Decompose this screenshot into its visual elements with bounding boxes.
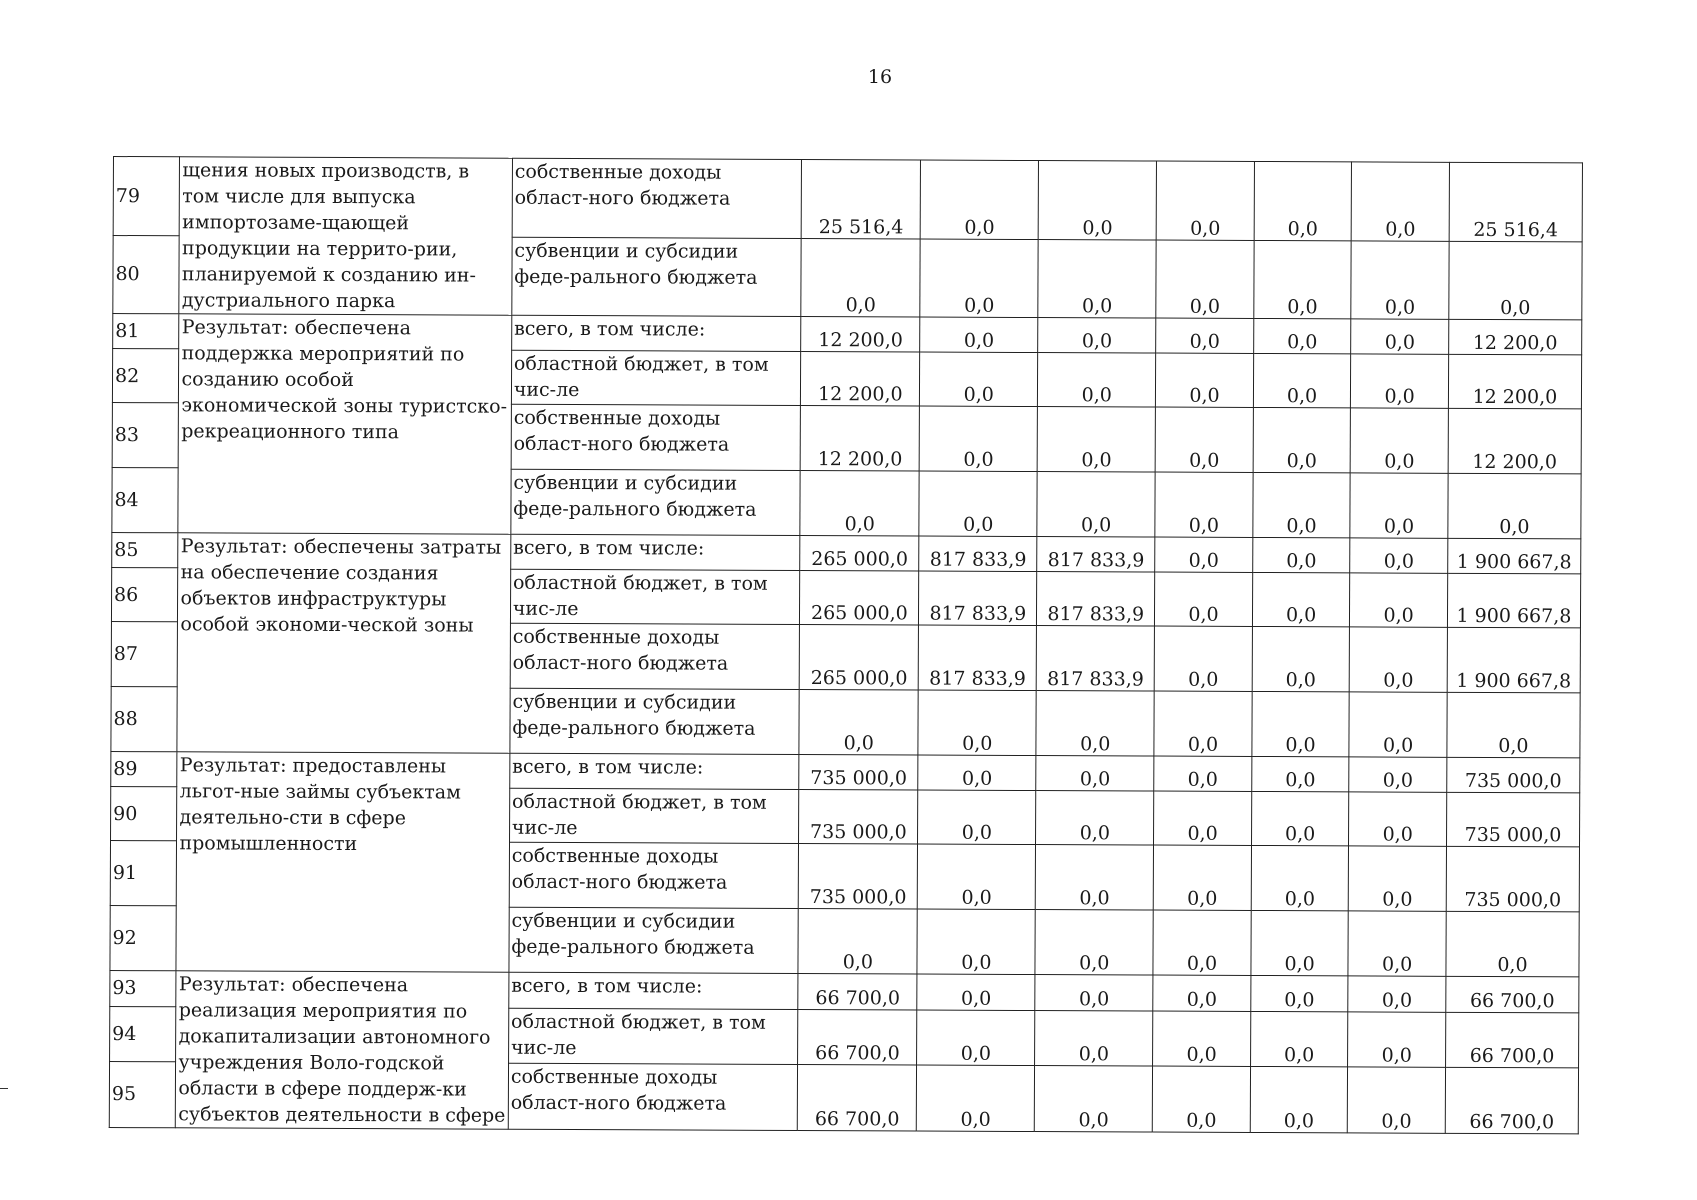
amount-cell: 817 833,9 (919, 536, 1037, 572)
amount-cell: 0,0 (1251, 910, 1349, 975)
amount-cell: 0,0 (1156, 318, 1254, 353)
amount-cell: 12 200,0 (1449, 319, 1582, 355)
row-number: 90 (111, 786, 178, 840)
amount-cell: 1 900 667,8 (1447, 627, 1580, 693)
amount-cell: 0,0 (1036, 791, 1154, 846)
amount-cell: 0,0 (1035, 1065, 1153, 1132)
amount-cell: 0,0 (1035, 910, 1153, 976)
amount-cell: 0,0 (1250, 1066, 1348, 1133)
amount-cell: 0,0 (1348, 1067, 1446, 1134)
row-number: 79 (113, 157, 180, 236)
amount-cell: 265 000,0 (800, 571, 919, 626)
amount-cell: 0,0 (1153, 1011, 1251, 1066)
amount-cell: 0,0 (1351, 408, 1449, 473)
amount-cell: 0,0 (1153, 1066, 1251, 1133)
amount-cell: 0,0 (1252, 691, 1350, 756)
funding-source: областной бюджет, в том чис-ле (510, 569, 800, 624)
amount-cell: 0,0 (1153, 975, 1251, 1011)
amount-cell: 735 000,0 (799, 843, 918, 909)
row-number: 88 (111, 686, 178, 751)
amount-cell: 0,0 (1254, 161, 1352, 240)
funding-source: всего, в том числе: (511, 534, 801, 570)
amount-cell: 735 000,0 (1446, 792, 1579, 847)
result-description: щения новых производств, в том числе для выпуска импортозаме-щающей продукции на террито-рии, планируемой к созданию ин-дустриального парка (179, 157, 512, 315)
row-number: 82 (112, 349, 179, 403)
amount-cell: 0,0 (1036, 756, 1154, 792)
table-row (113, 157, 1582, 242)
amount-cell: 735 000,0 (1447, 757, 1580, 793)
page-number: 16 (867, 66, 893, 88)
amount-cell: 1 900 667,8 (1448, 538, 1581, 574)
amount-cell: 0,0 (1156, 353, 1254, 407)
amount-cell: 0,0 (1155, 537, 1253, 572)
row-number: 93 (110, 970, 177, 1006)
amount-cell: 12 200,0 (801, 352, 920, 407)
amount-cell: 66 700,0 (798, 1064, 917, 1131)
amount-cell: 0,0 (1154, 691, 1252, 756)
row-number: 94 (110, 1006, 177, 1061)
amount-cell: 0,0 (1153, 910, 1251, 975)
amount-cell: 0,0 (1154, 756, 1252, 791)
amount-cell: 0,0 (1352, 162, 1450, 241)
amount-cell: 0,0 (1252, 756, 1350, 791)
row-number: 81 (113, 314, 180, 349)
amount-cell: 0,0 (1155, 407, 1253, 472)
amount-cell: 265 000,0 (800, 625, 919, 691)
funding-source: областной бюджет, в том чис-ле (511, 350, 801, 405)
result-description: Результат: обеспечена реализация мероприятия по докапитализации автономного учреждения Воло-годской области в сфере поддерж-ки субъектов деятельности в сфере (176, 971, 509, 1129)
amount-cell: 0,0 (801, 238, 920, 317)
amount-cell: 25 516,4 (802, 160, 921, 239)
funding-source: всего, в том числе: (512, 315, 802, 351)
amount-cell: 0,0 (1156, 240, 1254, 319)
row-number: 87 (111, 621, 178, 686)
funding-source: собственные доходы област-ного бюджета (509, 842, 799, 908)
row-number: 80 (113, 235, 180, 314)
amount-cell: 0,0 (1155, 572, 1253, 626)
amount-cell: 735 000,0 (799, 755, 918, 791)
amount-cell: 817 833,9 (1037, 572, 1155, 627)
row-number: 91 (110, 840, 177, 905)
amount-cell: 735 000,0 (799, 789, 918, 844)
amount-cell: 1 900 667,8 (1447, 573, 1580, 628)
table-row (110, 970, 1579, 1012)
amount-cell: 0,0 (1038, 239, 1156, 318)
budget-table (109, 156, 1583, 1134)
amount-cell: 0,0 (918, 755, 1036, 791)
amount-cell: 0,0 (920, 352, 1038, 407)
row-number: 83 (112, 402, 179, 467)
amount-cell: 66 700,0 (1445, 1012, 1578, 1068)
amount-cell: 0,0 (1253, 318, 1351, 353)
amount-cell: 0,0 (1156, 161, 1254, 240)
amount-cell: 0,0 (1251, 791, 1349, 845)
amount-cell: 0,0 (1037, 407, 1155, 473)
amount-cell: 0,0 (1038, 353, 1156, 408)
amount-cell: 0,0 (1350, 627, 1448, 692)
amount-cell: 0,0 (1253, 353, 1351, 407)
funding-source: собственные доходы област-ного бюджета (510, 623, 800, 689)
amount-cell: 12 200,0 (1448, 408, 1581, 474)
amount-cell: 0,0 (920, 406, 1038, 472)
amount-cell: 0,0 (1154, 791, 1252, 845)
amount-cell: 0,0 (1153, 845, 1251, 910)
table-row (113, 314, 1582, 355)
funding-source: собственные доходы област-ного бюджета (508, 1063, 798, 1131)
table-row (112, 532, 1581, 573)
result-description: Результат: обеспечена поддержка мероприятий по созданию особой экономической зоны туристско-рекреационного типа (178, 314, 511, 534)
funding-source: субвенции и субсидии феде-рального бюджета (509, 907, 799, 973)
amount-cell: 0,0 (1036, 691, 1154, 757)
amount-cell: 12 200,0 (1448, 354, 1581, 409)
amount-cell: 0,0 (1351, 354, 1449, 408)
amount-cell: 0,0 (1348, 1012, 1446, 1067)
amount-cell: 0,0 (1447, 692, 1580, 758)
row-number: 84 (112, 467, 179, 532)
amount-cell: 0,0 (1155, 472, 1253, 537)
amount-cell: 0,0 (1350, 473, 1448, 538)
row-number: 92 (110, 905, 177, 970)
amount-cell: 66 700,0 (1446, 976, 1579, 1012)
amount-cell: 0,0 (800, 471, 919, 537)
amount-cell: 0,0 (1038, 318, 1156, 354)
amount-cell: 0,0 (1349, 757, 1447, 792)
amount-cell: 0,0 (921, 160, 1039, 239)
funding-source: субвенции и субсидии феде-рального бюджета (511, 469, 801, 535)
amount-cell: 817 833,9 (1036, 626, 1154, 692)
row-number: 85 (112, 532, 179, 567)
amount-cell: 817 833,9 (919, 625, 1037, 691)
amount-cell: 0,0 (1348, 911, 1446, 976)
margin-dash (0, 1088, 8, 1089)
amount-cell: 0,0 (1154, 626, 1252, 691)
row-number: 86 (111, 567, 178, 621)
funding-source: субвенции и субсидии феде-рального бюджета (510, 688, 800, 754)
amount-cell: 0,0 (919, 471, 1037, 537)
amount-cell: 66 700,0 (1445, 1067, 1578, 1134)
funding-source: всего, в том числе: (510, 753, 800, 789)
amount-cell: 0,0 (1035, 975, 1153, 1011)
amount-cell: 0,0 (920, 317, 1038, 353)
amount-cell: 0,0 (1349, 846, 1447, 911)
amount-cell: 817 833,9 (1037, 537, 1155, 573)
amount-cell: 0,0 (1349, 792, 1447, 846)
row-number: 95 (109, 1061, 176, 1128)
amount-cell: 0,0 (918, 790, 1036, 845)
amount-cell: 0,0 (1253, 537, 1351, 572)
amount-cell: 0,0 (917, 974, 1035, 1010)
amount-cell: 0,0 (1251, 845, 1349, 910)
amount-cell: 0,0 (917, 909, 1035, 975)
amount-cell: 0,0 (1254, 240, 1352, 319)
amount-cell: 0,0 (1350, 538, 1448, 573)
amount-cell: 0,0 (1250, 1011, 1348, 1066)
result-description: Результат: обеспечены затраты на обеспечение создания объектов инфраструктуры особой экономи-ческой зоны (177, 533, 510, 753)
amount-cell: 0,0 (1348, 976, 1446, 1012)
amount-cell: 265 000,0 (800, 536, 919, 572)
amount-cell: 66 700,0 (798, 1009, 917, 1065)
amount-cell: 0,0 (1252, 572, 1350, 626)
funding-source: всего, в том числе: (509, 972, 799, 1009)
amount-cell: 0,0 (1252, 626, 1350, 691)
amount-cell: 0,0 (917, 1010, 1035, 1066)
amount-cell: 0,0 (1038, 161, 1156, 240)
amount-cell: 25 516,4 (1449, 162, 1582, 241)
result-description: Результат: предоставлены льгот-ные займы субъектам деятельно-сти в сфере промышленности (176, 752, 509, 972)
amount-cell: 0,0 (1446, 911, 1579, 977)
funding-source: областной бюджет, в том чис-ле (508, 1008, 798, 1064)
amount-cell: 0,0 (917, 1065, 1035, 1132)
amount-cell: 12 200,0 (800, 406, 919, 472)
amount-cell: 0,0 (1251, 975, 1349, 1011)
amount-cell: 0,0 (1349, 692, 1447, 757)
funding-source: областной бюджет, в том чис-ле (509, 788, 799, 843)
amount-cell: 12 200,0 (801, 317, 920, 353)
funding-source: субвенции и субсидии феде-рального бюджета (512, 237, 802, 317)
row-number: 89 (111, 751, 178, 786)
amount-cell: 0,0 (1253, 472, 1351, 537)
amount-cell: 0,0 (1036, 845, 1154, 911)
amount-cell: 0,0 (918, 690, 1036, 756)
amount-cell: 0,0 (1351, 240, 1449, 319)
funding-source: собственные доходы област-ного бюджета (512, 158, 802, 238)
amount-cell: 0,0 (1037, 472, 1155, 538)
amount-cell: 66 700,0 (798, 973, 917, 1009)
amount-cell: 0,0 (1449, 241, 1582, 320)
amount-cell: 0,0 (920, 239, 1038, 318)
amount-cell: 0,0 (1035, 1010, 1153, 1066)
amount-cell: 0,0 (1350, 573, 1448, 627)
table-row (111, 751, 1580, 792)
amount-cell: 0,0 (799, 690, 918, 756)
amount-cell: 817 833,9 (919, 571, 1037, 626)
funding-source: собственные доходы област-ного бюджета (511, 404, 801, 470)
amount-cell: 0,0 (918, 844, 1036, 910)
amount-cell: 0,0 (798, 908, 917, 974)
table-body (109, 157, 1582, 1134)
amount-cell: 0,0 (1448, 473, 1581, 539)
amount-cell: 0,0 (1253, 407, 1351, 472)
amount-cell: 0,0 (1351, 319, 1449, 354)
amount-cell: 735 000,0 (1446, 846, 1579, 912)
